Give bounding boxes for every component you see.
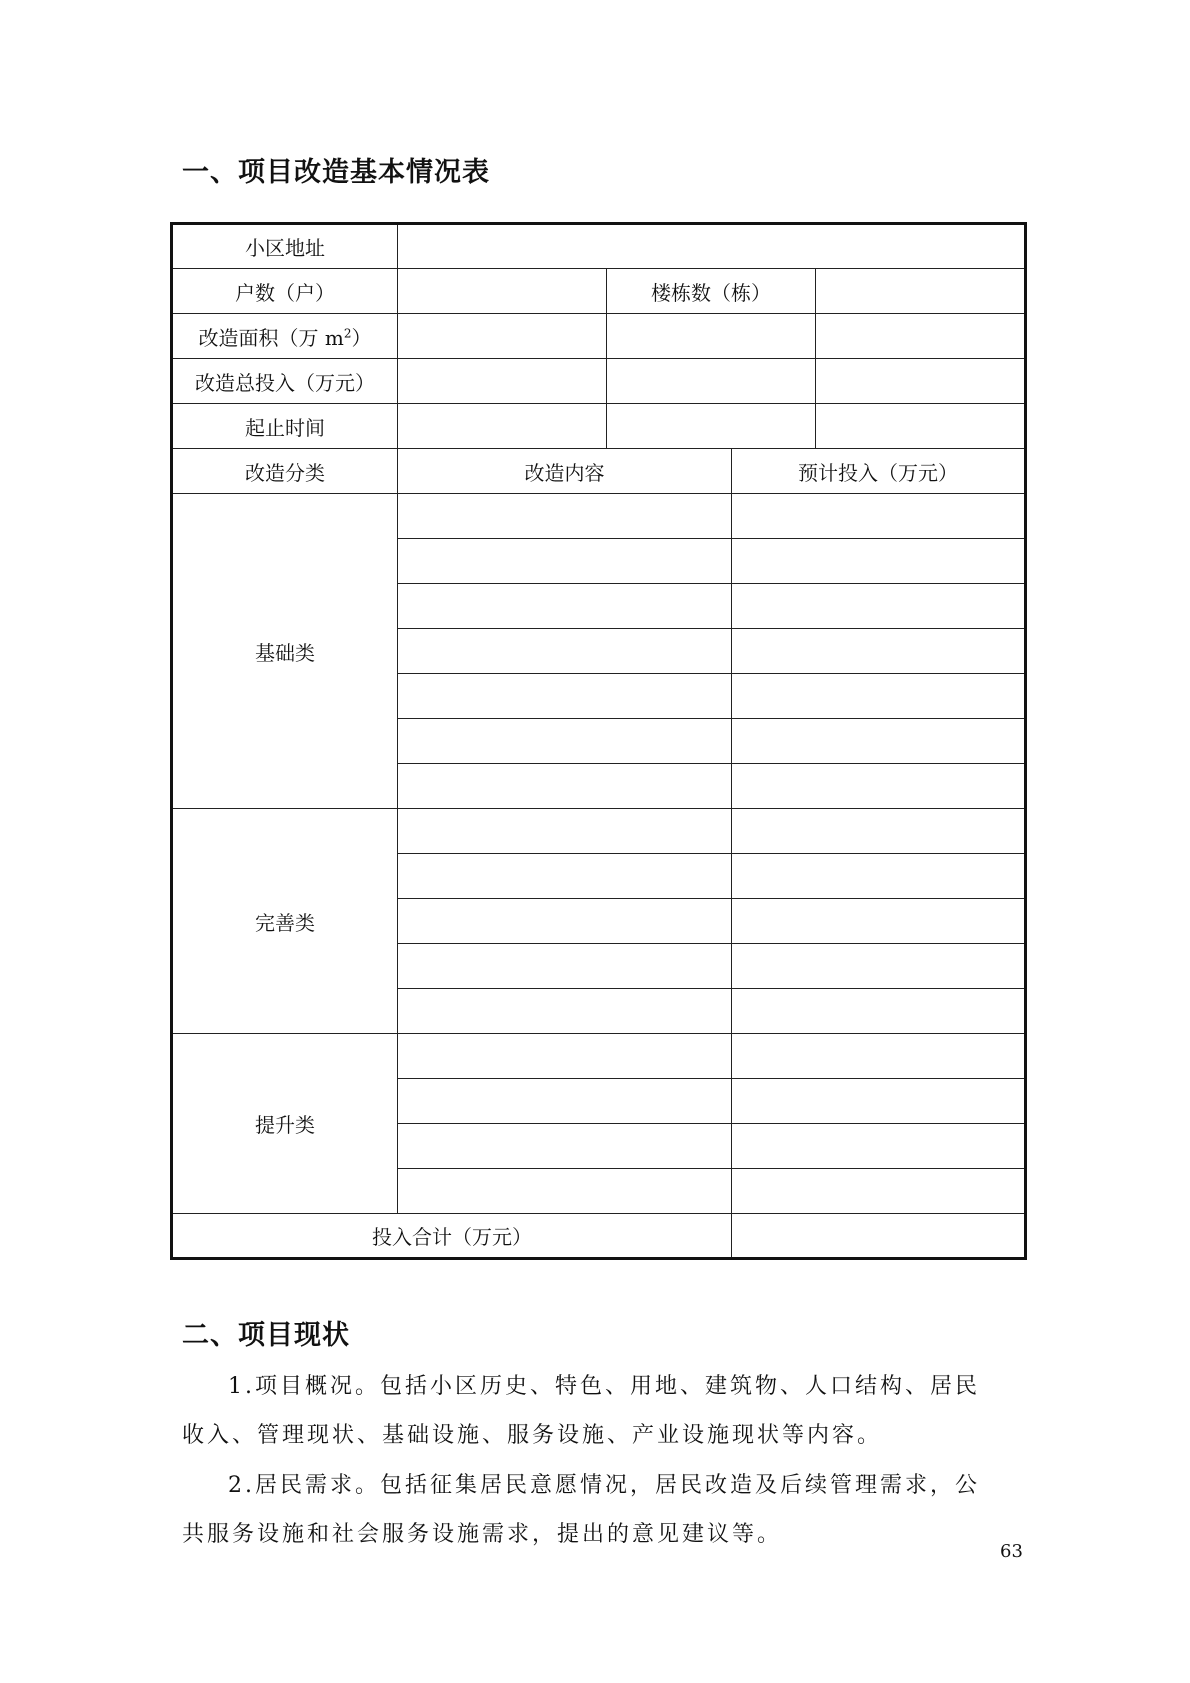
total-label: 投入合计（万元）	[172, 1214, 732, 1259]
investment-label: 改造总投入（万元）	[172, 359, 398, 404]
households-row	[172, 269, 1026, 314]
address-label: 小区地址	[172, 224, 398, 269]
content-cell[interactable]	[398, 584, 732, 629]
category-header-row	[172, 449, 1026, 494]
area-row	[172, 314, 1026, 359]
estimate-cell[interactable]	[732, 1034, 1026, 1079]
content-cell[interactable]	[398, 719, 732, 764]
address-value-cell[interactable]	[398, 224, 1026, 269]
address-row	[172, 224, 1026, 269]
project-overview-paragraph: 1.项目概况。包括小区历史、特色、用地、建筑物、人口结构、居民收入、管理现状、基础设施、服务设施、产业设施现状等内容。	[182, 1374, 980, 1448]
content-cell[interactable]	[398, 1169, 732, 1214]
resident-needs-paragraph: 2.居民需求。包括征集居民意愿情况，居民改造及后续管理需求，公共服务设施和社会服务设施需求，提出的意见建议等。	[182, 1473, 980, 1547]
estimate-cell[interactable]	[732, 584, 1026, 629]
basic-row	[172, 494, 1026, 539]
content-cell[interactable]	[398, 809, 732, 854]
estimate-cell[interactable]	[732, 764, 1026, 809]
content-cell[interactable]	[398, 1124, 732, 1169]
area-label: 改造面积（万 $m^2$）	[172, 314, 398, 359]
estimate-cell[interactable]	[732, 944, 1026, 989]
col-header-category: 改造分类	[172, 449, 398, 494]
investment-value-cell-3[interactable]	[816, 359, 1026, 404]
content-cell[interactable]	[398, 1079, 732, 1124]
investment-row	[172, 359, 1026, 404]
total-value-cell[interactable]	[732, 1214, 1026, 1259]
category-basic-label: 基础类	[172, 494, 398, 809]
estimate-cell[interactable]	[732, 674, 1026, 719]
improve-row	[172, 809, 1026, 854]
col-header-estimate: 预计投入（万元）	[732, 449, 1026, 494]
estimate-cell[interactable]	[732, 854, 1026, 899]
content-cell[interactable]	[398, 539, 732, 584]
period-value-cell-1[interactable]	[398, 404, 607, 449]
buildings-label: 楼栋数（栋）	[607, 269, 816, 314]
investment-value-cell-1[interactable]	[398, 359, 607, 404]
content-cell[interactable]	[398, 764, 732, 809]
section-1-title: 一、项目改造基本情况表	[182, 157, 490, 188]
content-cell[interactable]	[398, 854, 732, 899]
content-cell[interactable]	[398, 494, 732, 539]
estimate-cell[interactable]	[732, 629, 1026, 674]
buildings-value-cell[interactable]	[816, 269, 1026, 314]
content-cell[interactable]	[398, 674, 732, 719]
content-cell[interactable]	[398, 989, 732, 1034]
area-value-cell-2[interactable]	[607, 314, 816, 359]
total-row	[172, 1214, 1026, 1259]
content-cell[interactable]	[398, 944, 732, 989]
estimate-cell[interactable]	[732, 1079, 1026, 1124]
households-label: 户数（户）	[172, 269, 398, 314]
period-value-cell-3[interactable]	[816, 404, 1026, 449]
estimate-cell[interactable]	[732, 1169, 1026, 1214]
estimate-cell[interactable]	[732, 809, 1026, 854]
households-value-cell[interactable]	[398, 269, 607, 314]
period-label: 起止时间	[172, 404, 398, 449]
period-value-cell-2[interactable]	[607, 404, 816, 449]
page-number: 63	[1000, 1541, 1023, 1562]
estimate-cell[interactable]	[732, 899, 1026, 944]
estimate-cell[interactable]	[732, 989, 1026, 1034]
content-cell[interactable]	[398, 629, 732, 674]
upgrade-row	[172, 1034, 1026, 1079]
area-value-cell-3[interactable]	[816, 314, 1026, 359]
content-cell[interactable]	[398, 899, 732, 944]
estimate-cell[interactable]	[732, 494, 1026, 539]
estimate-cell[interactable]	[732, 539, 1026, 584]
estimate-cell[interactable]	[732, 1124, 1026, 1169]
category-upgrade-label: 提升类	[172, 1034, 398, 1214]
section-2-title: 二、项目现状	[182, 1320, 350, 1351]
period-row	[172, 404, 1026, 449]
area-value-cell-1[interactable]	[398, 314, 607, 359]
estimate-cell[interactable]	[732, 719, 1026, 764]
col-header-content: 改造内容	[398, 449, 732, 494]
content-cell[interactable]	[398, 1034, 732, 1079]
category-improve-label: 完善类	[172, 809, 398, 1034]
renovation-basic-info-table	[170, 222, 1027, 1260]
investment-value-cell-2[interactable]	[607, 359, 816, 404]
